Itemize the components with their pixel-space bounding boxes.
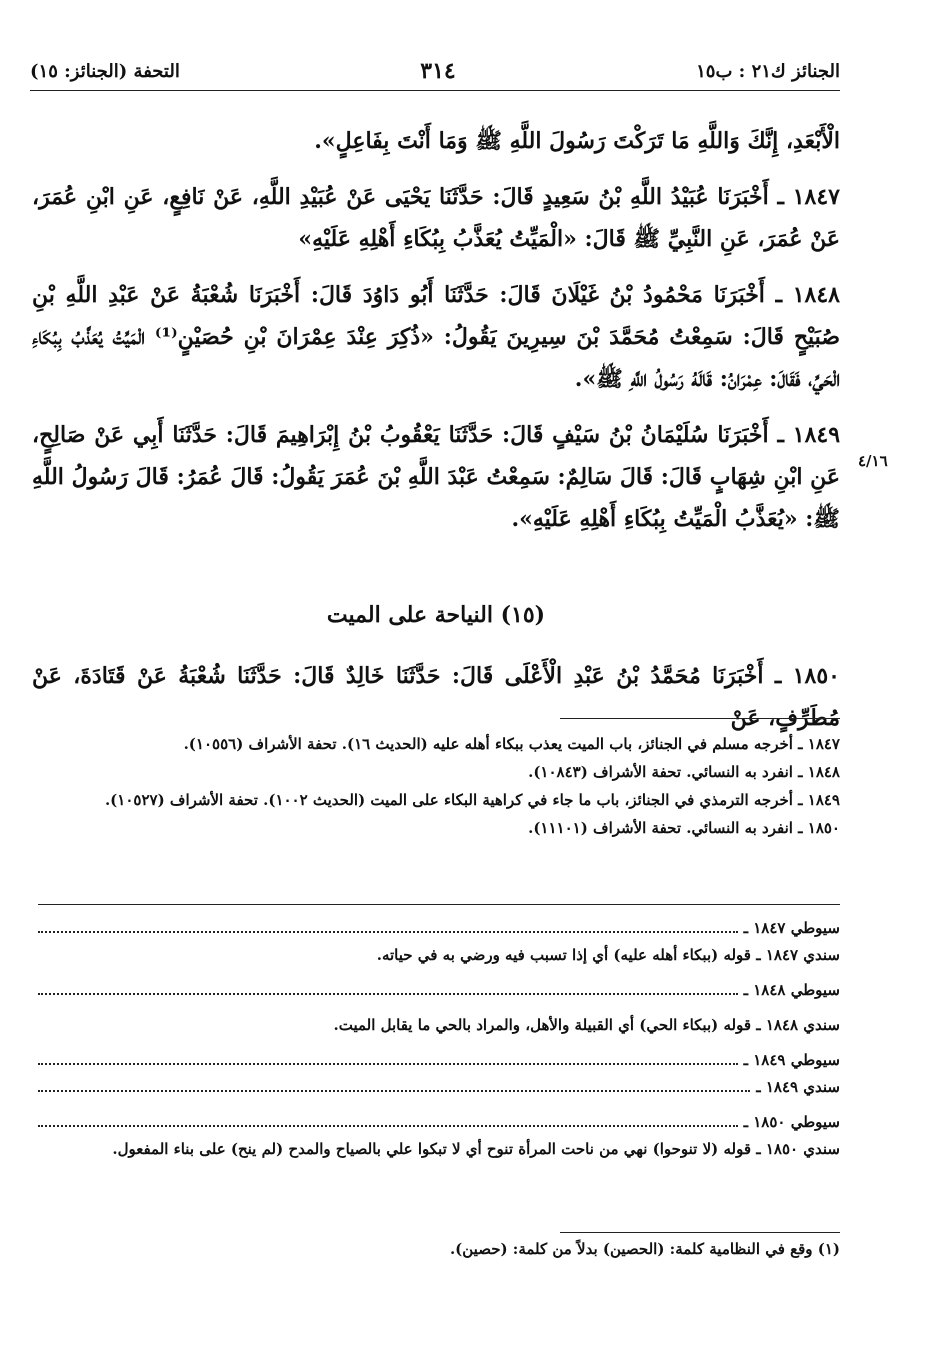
takhrij-1850: ١٨٥٠ ـ انفرد به النسائي. تحفة الأشراف (١١١٠١). — [528, 819, 840, 837]
takhrij-1848: ١٨٤٨ ـ انفرد به النسائي. تحفة الأشراف (١٠٨٤٣). — [528, 763, 840, 781]
header-chapter-ref: الجنائز ك٢١ : ب١٥ — [696, 60, 840, 82]
takhrij-1849: ١٨٤٩ ـ أخرجه الترمذي في الجنائز، باب ما جاء في كراهية البكاء على الميت (الحديث ١٠٠٢). تحفة الأشراف (١٠٥٢٧). — [104, 791, 840, 809]
takhrij-notes — [38, 730, 840, 842]
suyuti-1850: سيوطي ١٨٥٠ ـ — [38, 1109, 840, 1136]
footnote-1: (١) وقع في النظامية كلمة: (الحصين) بدلاً من كلمة: (حصين). — [449, 1240, 840, 1258]
margin-reference: ٤/١٦ — [858, 452, 888, 470]
hadith-1849: ١٨٤٩ ـ أَخْبَرَنَا سُلَيْمَانُ بْنُ سَيْفٍ قَالَ: حَدَّثَنَا يَعْقُوبُ بْنُ إِبْرَاهِيمَ قَالَ: حَدَّثَنَا أَبِي عَنْ صَالِحٍ، عَنِ ابْنِ شِهَابٍ قَالَ: قَالَ سَالِمٌ: سَمِعْتُ عَبْدَ اللَّهِ بْنَ عُمَرَ يَقُولُ: قَالَ عُمَرُ: قَالَ رَسُولُ اللَّهِ ﷺ: «يُعَذَّبُ الْمَيِّتُ بِبُكَاءِ أَهْلِهِ عَلَيْهِ». — [32, 422, 841, 532]
page-header — [30, 58, 840, 91]
header-tuhfa-ref: التحفة (الجنائز: ١٥) — [30, 60, 180, 82]
takhrij-divider — [560, 718, 840, 719]
dot-leader — [38, 992, 738, 995]
hadith-1850: ١٨٥٠ ـ أَخْبَرَنَا مُحَمَّدُ بْنُ عَبْدِ الْأَعْلَى قَالَ: حَدَّثَنَا خَالِدٌ قَالَ: حَدَّثَنَا شُعْبَةُ عَنْ قَتَادَةَ، عَنْ مُطَرِّفٍ، عَنْ — [32, 663, 840, 731]
sindi-1848: سندي ١٨٤٨ ـ قوله (ببكاء الحي) أي القبيلة والأهل، والمراد بالحي ما يقابل الميت. — [333, 1016, 840, 1034]
hadith-1847: ١٨٤٧ ـ أَخْبَرَنَا عُبَيْدُ اللَّهِ بْنُ سَعِيدٍ قَالَ: حَدَّثَنَا يَحْيَى عَنْ عُبَيْدِ اللَّهِ، عَنْ نَافِعٍ، عَنِ ابْنِ عُمَرَ، عَنْ عُمَرَ، عَنِ النَّبِيِّ ﷺ قَالَ: «الْمَيِّتُ يُعَذَّبُ بِبُكَاءِ أَهْلِهِ عَلَيْهِ» — [32, 184, 840, 252]
section-heading: (١٥) النياحة على الميت — [326, 602, 546, 628]
hadith-1848: ١٨٤٨ ـ أَخْبَرَنَا مَحْمُودُ بْنُ غَيْلَانَ قَالَ: حَدَّثَنَا أَبُو دَاوُدَ قَالَ: أَخْبَرَنَا شُعْبَةُ عَنْ عَبْدِ اللَّهِ بْنِ صُبَيْحٍ قَالَ: سَمِعْتُ مُحَمَّدَ بْنَ سِيرِينَ يَقُولُ: «ذُكِرَ عِنْدَ عِمْرَانَ بْنِ حُصَيْنٍ⁽¹⁾ الْمَيِّتُ يُعَذَّبُ بِبُكَاءِ الْحَيِّ، فَقَالَ: عِمْرَانُ: قَالَهُ رَسُولُ اللَّهِ ﷺ». — [32, 282, 840, 392]
dot-leader — [38, 1089, 750, 1092]
hadith-continuation: الْأَبْعَدِ، إِنَّكَ وَاللَّهِ مَا تَرَكْتَ رَسُولَ اللَّهِ ﷺ وَمَا أَنْتَ بِفَاعِلٍ». — [314, 128, 840, 154]
commentary-divider — [38, 904, 840, 905]
page-number: ٣١٤ — [420, 58, 456, 84]
footnote-divider — [560, 1232, 840, 1233]
sindi-1850: سندي ١٨٥٠ ـ قوله (لا تنوحوا) نهي من ناحت المرأة تنوح أي لا تبكوا علي بالصياح والمدح (لم ينح) على بناء المفعول. — [112, 1140, 840, 1158]
suyuti-1849: سيوطي ١٨٤٩ ـ — [38, 1047, 840, 1074]
dot-leader — [38, 1124, 738, 1127]
takhrij-1847: ١٨٤٧ ـ أخرجه مسلم في الجنائز، باب الميت يعذب ببكاء أهله عليه (الحديث ١٦). تحفة الأشراف (١٠٥٥٦). — [183, 735, 840, 753]
sindi-1847: سندي ١٨٤٧ ـ قوله (ببكاء أهله عليه) أي إذا تسبب فيه ورضي به في حياته. — [376, 946, 840, 964]
suyuti-1847: سيوطي ١٨٤٧ ـ — [38, 915, 840, 942]
sindi-1849: سندي ١٨٤٩ ـ — [38, 1074, 840, 1101]
dot-leader — [38, 1062, 738, 1065]
suyuti-1848: سيوطي ١٨٤٨ ـ — [38, 977, 840, 1004]
hadith-text — [32, 120, 840, 554]
commentary-notes — [38, 915, 840, 1163]
dot-leader — [38, 930, 738, 933]
